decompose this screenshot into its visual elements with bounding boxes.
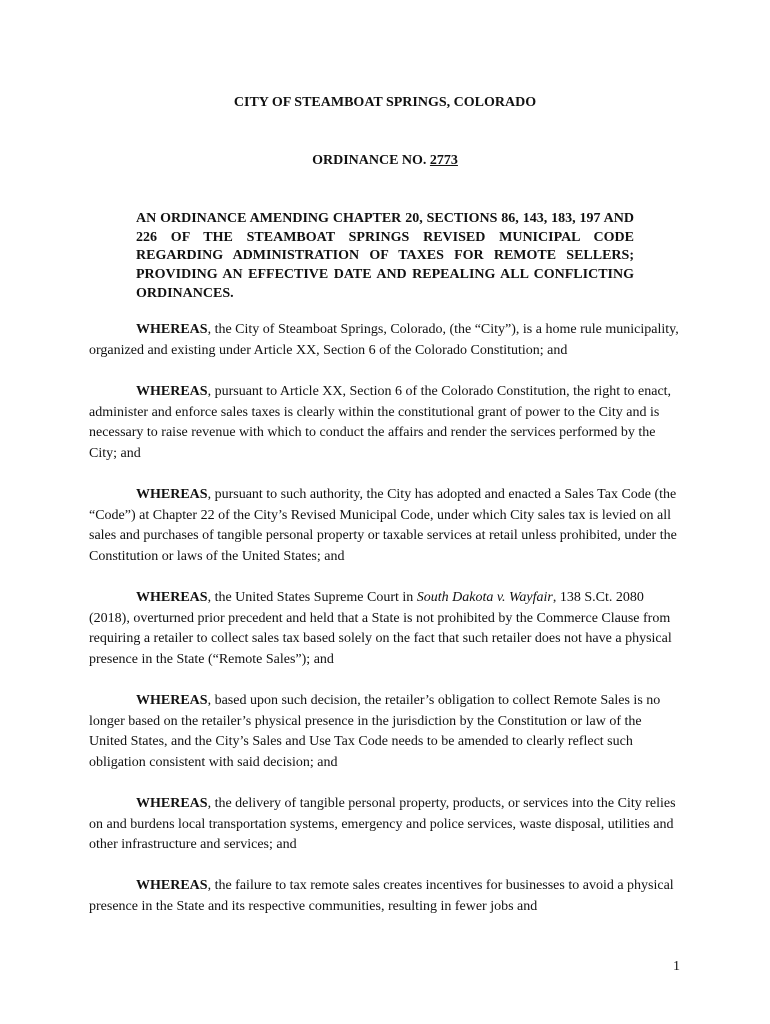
paragraph-text: , the City of Steamboat Springs, Colorado, (the “City”), is a home rule municipality, organized and existing under Article XX, Section 6 of the Colorado Constitution; and xyxy=(89,322,679,358)
whereas-lead: WHEREAS xyxy=(136,322,208,337)
paragraph-text: , based upon such decision, the retailer’s obligation to collect Remote Sales is no longer based on the retailer’s physical presence in the jurisdiction by the Constitution or law of the United States, and the City’s Sales and Use Tax Code needs to be amended to clearly reflect such obligation consistent with said decision; and xyxy=(89,693,661,770)
page-number: 1 xyxy=(673,959,680,974)
city-heading: CITY OF STEAMBOAT SPRINGS, COLORADO xyxy=(233,95,537,110)
whereas-paragraph-1 xyxy=(89,320,679,361)
whereas-lead: WHEREAS xyxy=(136,384,208,399)
paragraph-text: , pursuant to Article XX, Section 6 of the Colorado Constitution, the right to enact, administer and enforce sales taxes is clearly within the constitutional grant of power to the City and is necessary to raise revenue with which to conduct the affairs and render the services performed by the City; and xyxy=(89,384,672,461)
whereas-lead: WHEREAS xyxy=(136,487,208,502)
paragraph-text: , pursuant to such authority, the City has adopted and enacted a Sales Tax Code (the “Code”) at Chapter 22 of the City’s Revised Municipal Code, under which City sales tax is levied on all sales and purchases of tangible personal property or taxable services at retail unless prohibited, under the Constitution or laws of the United States; and xyxy=(89,487,677,564)
paragraph-text: , 138 S.Ct. 2080 (2018), overturned prior precedent and held that a State is not prohibited by the Commerce Clause from requiring a retailer to collect sales tax based solely on the fact that such retailer does not have a physical presence in the State (“Remote Sales”); and xyxy=(89,590,672,667)
whereas-lead: WHEREAS xyxy=(136,878,208,893)
whereas-lead: WHEREAS xyxy=(136,590,208,605)
whereas-paragraph-4 xyxy=(89,588,679,670)
ordinance-title: AN ORDINANCE AMENDING CHAPTER 20, SECTIONS 86, 143, 183, 197 AND 226 OF THE STEAMBOAT SPRINGS REVISED MUNICIPAL CODE REGARDING ADMINISTRATION OF TAXES FOR REMOTE SELLERS; PROVIDING AN EFFECTIVE DATE AND REPEALING ALL CONFLICTING ORDINANCES. xyxy=(136,211,634,301)
whereas-lead: WHEREAS xyxy=(136,693,208,708)
whereas-paragraph-2 xyxy=(89,382,679,464)
whereas-paragraph-6 xyxy=(89,794,679,856)
whereas-paragraph-7 xyxy=(89,876,679,917)
whereas-paragraph-5 xyxy=(89,691,679,773)
paragraph-text: , the delivery of tangible personal property, products, or services into the City relies on and burdens local transportation systems, emergency and police services, waste disposal, utilities and other infrastructure and services; and xyxy=(89,796,676,853)
case-name: South Dakota v. Wayfair xyxy=(416,590,553,605)
ordinance-heading xyxy=(0,152,770,170)
paragraph-text: , the United States Supreme Court in xyxy=(207,590,417,605)
paragraph-text: , the failure to tax remote sales creates incentives for businesses to avoid a physical presence in the State and its respective communities, resulting in fewer jobs and xyxy=(89,878,674,914)
ordinance-number: 2773 xyxy=(429,153,458,168)
whereas-paragraph-3 xyxy=(89,485,679,567)
ordinance-prefix: ORDINANCE NO. xyxy=(312,153,430,168)
whereas-lead: WHEREAS xyxy=(136,796,208,811)
